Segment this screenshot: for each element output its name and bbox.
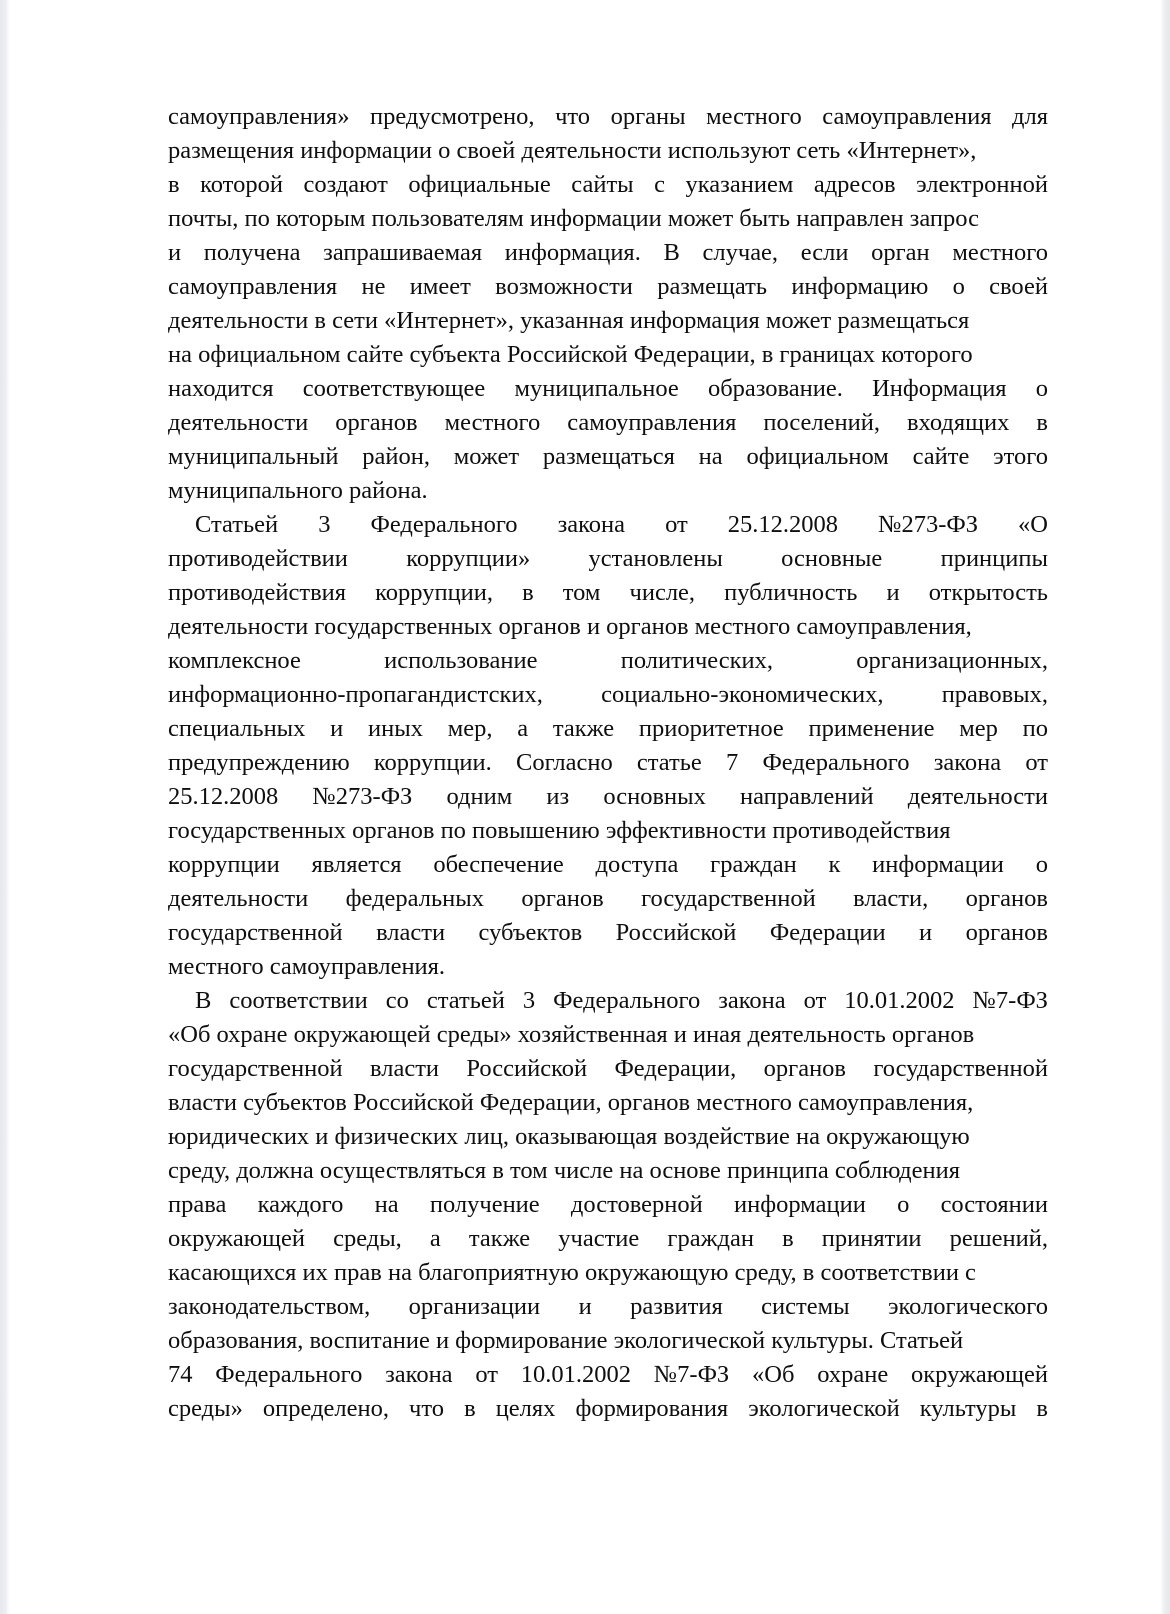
document-text-column <box>168 100 1048 1426</box>
word: о <box>1035 375 1048 402</box>
word: противодействии <box>168 545 348 572</box>
word: субъектов <box>478 919 583 946</box>
word: информацию <box>791 273 929 300</box>
word: Статьей <box>195 511 279 538</box>
word: каждого <box>257 1191 344 1218</box>
word: государственной <box>873 1055 1048 1082</box>
document-page <box>10 0 1160 1614</box>
word: основных <box>603 783 706 810</box>
text-line <box>168 168 1048 202</box>
word: приоритетное <box>638 715 784 742</box>
word: а <box>429 1225 441 1252</box>
word: власти, <box>853 885 929 912</box>
word: обеспечение <box>433 851 564 878</box>
word: установлены <box>588 545 723 572</box>
word: муниципальный <box>168 443 339 470</box>
text-line <box>168 474 1048 508</box>
word: №273-ФЗ <box>312 783 413 810</box>
word: не <box>361 273 386 300</box>
text-line <box>168 916 1048 950</box>
word: В <box>663 239 680 266</box>
word: комплексное <box>168 647 301 674</box>
text-line <box>168 1188 1048 1222</box>
word: коррупции <box>168 851 280 878</box>
word: организации <box>408 1293 541 1320</box>
word: органов <box>521 885 604 912</box>
word: закона <box>718 987 786 1014</box>
word: самоуправления <box>168 273 338 300</box>
word: и <box>330 715 344 742</box>
paragraph <box>168 508 1048 984</box>
word: государственной <box>168 1055 343 1082</box>
word: решений, <box>949 1225 1048 1252</box>
word: организационных, <box>856 647 1048 674</box>
page-edge-shadow-left <box>0 0 10 1614</box>
word: от <box>665 511 688 538</box>
word: если <box>800 239 849 266</box>
word: адресов <box>813 171 896 198</box>
word: деятельности в сети «Интернет», указанная информация может размещаться <box>168 307 970 334</box>
word: №273-ФЗ <box>878 511 978 538</box>
word: мер <box>959 715 998 742</box>
word: случае, <box>702 239 779 266</box>
word: закона <box>557 511 626 538</box>
word: в <box>782 1225 794 1252</box>
word: муниципального района. <box>168 477 428 504</box>
text-line <box>168 950 1048 984</box>
word: органов <box>965 885 1048 912</box>
word: власти субъектов Российской Федерации, органов местного самоуправления, <box>168 1089 974 1116</box>
text-line <box>168 1222 1048 1256</box>
word: сайты <box>571 171 634 198</box>
word: входящих <box>906 409 1010 436</box>
word: Федерации <box>769 919 886 946</box>
word: достоверной <box>570 1191 703 1218</box>
text-line <box>168 1086 1048 1120</box>
word: образования, воспитание и формирование экологической культуры. Статьей <box>168 1327 964 1354</box>
word: системы <box>761 1293 850 1320</box>
word: 7 <box>726 749 739 776</box>
word: окружающей <box>910 1361 1048 1388</box>
word: и <box>886 579 900 606</box>
word: «О <box>1018 511 1048 538</box>
text-line <box>168 1154 1048 1188</box>
word: от <box>1025 749 1048 776</box>
word: №7-ФЗ <box>653 1361 730 1388</box>
word: в <box>168 171 180 198</box>
word: электронной <box>916 171 1048 198</box>
word: Российской <box>615 919 737 946</box>
text-line <box>168 100 1048 134</box>
word: создают <box>303 171 388 198</box>
word: формирования <box>575 1395 729 1422</box>
word: Информация <box>872 375 1007 402</box>
word: по <box>1022 715 1048 742</box>
word: касающихся их прав на благоприятную окружающую среду, в соответствии с <box>168 1259 976 1286</box>
word: о <box>1035 851 1048 878</box>
text-line <box>168 1256 1048 1290</box>
word: также <box>552 715 615 742</box>
text-line <box>168 780 1048 814</box>
word: Федерального <box>370 511 518 538</box>
word: юридических и физических лиц, оказывающая воздействие на окружающую <box>168 1123 970 1150</box>
word: статье <box>636 749 702 776</box>
word: получена <box>203 239 301 266</box>
word: от <box>803 987 827 1014</box>
word: 3 <box>318 511 331 538</box>
word: размещаться <box>542 443 675 470</box>
word: статьей <box>426 987 505 1014</box>
word: также <box>468 1225 531 1252</box>
word: Федерального <box>553 987 701 1014</box>
word: которой <box>200 171 283 198</box>
word: к <box>828 851 841 878</box>
word: официальном <box>746 443 889 470</box>
word: одним <box>446 783 513 810</box>
word: для <box>1012 103 1048 130</box>
word: о <box>897 1191 910 1218</box>
text-line <box>168 1120 1048 1154</box>
word: определено, <box>262 1395 389 1422</box>
word: соответствии <box>229 987 368 1014</box>
word: политических, <box>620 647 774 674</box>
word: принципы <box>940 545 1048 572</box>
text-line <box>168 270 1048 304</box>
word: является <box>311 851 402 878</box>
word: 74 <box>168 1361 193 1388</box>
word: от <box>475 1361 498 1388</box>
word: район, <box>362 443 430 470</box>
word: власти <box>369 1055 440 1082</box>
text-line <box>168 338 1048 372</box>
word: открытость <box>928 579 1048 606</box>
text-line <box>168 1392 1048 1426</box>
text-line <box>168 610 1048 644</box>
text-line <box>168 1052 1048 1086</box>
word: социально-экономических, <box>601 681 884 708</box>
word: что <box>555 103 591 130</box>
word: самоуправления <box>822 103 992 130</box>
word: основные <box>781 545 883 572</box>
word: участие <box>558 1225 640 1252</box>
word: официальные <box>408 171 551 198</box>
word: 3 <box>522 987 536 1014</box>
word: федеральных <box>345 885 484 912</box>
word: органов <box>335 409 418 436</box>
word: государственной <box>168 919 343 946</box>
word: 10.01.2002 <box>520 1361 632 1388</box>
word: «Об <box>752 1361 795 1388</box>
word: граждан <box>710 851 797 878</box>
word: поселений, <box>763 409 880 436</box>
word: имеет <box>409 273 471 300</box>
word: граждан <box>667 1225 754 1252</box>
word: из <box>546 783 570 810</box>
word: размещения информации о своей деятельности используют сеть «Интернет», <box>168 137 977 164</box>
word: деятельности государственных органов и органов местного самоуправления, <box>168 613 972 640</box>
word: получение <box>429 1191 540 1218</box>
paragraph <box>168 984 1048 1426</box>
word: охране <box>817 1361 889 1388</box>
word: находится <box>168 375 274 402</box>
word: что <box>409 1395 445 1422</box>
word: использование <box>384 647 538 674</box>
word: законодательством, <box>168 1293 371 1320</box>
word: деятельности <box>168 885 309 912</box>
word: информация. <box>504 239 641 266</box>
word: указанием <box>685 171 794 198</box>
text-line <box>168 372 1048 406</box>
word: принятии <box>821 1225 922 1252</box>
word: целях <box>495 1395 556 1422</box>
word: на <box>698 443 723 470</box>
word: и <box>168 239 182 266</box>
word: Российской <box>466 1055 588 1082</box>
word: государственных органов по повышению эффективности противодействия <box>168 817 951 844</box>
paragraph <box>168 100 1048 508</box>
word: противодействия <box>168 579 347 606</box>
word: в <box>464 1395 476 1422</box>
text-line <box>168 1018 1048 1052</box>
word: органов <box>965 919 1048 946</box>
word: коррупции. <box>373 749 492 776</box>
word: местного самоуправления. <box>168 953 446 980</box>
word: местного <box>952 239 1048 266</box>
text-line <box>168 644 1048 678</box>
word: органов <box>763 1055 846 1082</box>
word: направлений <box>740 783 874 810</box>
word: может <box>453 443 520 470</box>
text-line <box>168 678 1048 712</box>
text-line <box>168 406 1048 440</box>
word: предупреждению <box>168 749 350 776</box>
text-line <box>168 984 1048 1018</box>
word: деятельности <box>168 409 309 436</box>
word: Федерального <box>762 749 910 776</box>
word: коррупции» <box>406 545 531 572</box>
text-line <box>168 236 1048 270</box>
word: в <box>1036 1395 1048 1422</box>
word: коррупции, <box>375 579 494 606</box>
word: специальных <box>168 715 306 742</box>
text-line <box>168 202 1048 236</box>
word: размещать <box>657 273 768 300</box>
word: этого <box>993 443 1048 470</box>
text-line <box>168 1324 1048 1358</box>
word: государственной <box>641 885 816 912</box>
word: мер, <box>447 715 493 742</box>
word: и <box>919 919 933 946</box>
word: с <box>654 171 665 198</box>
text-line <box>168 746 1048 780</box>
word: в <box>1036 409 1048 436</box>
word: применение <box>808 715 935 742</box>
word: информации <box>872 851 1004 878</box>
text-line <box>168 304 1048 338</box>
text-line <box>168 712 1048 746</box>
word: экологического <box>887 1293 1048 1320</box>
word: правовых, <box>941 681 1048 708</box>
word: а <box>517 715 529 742</box>
text-line <box>168 134 1048 168</box>
word: муниципальное <box>514 375 679 402</box>
text-line <box>168 508 1048 542</box>
word: том <box>562 579 601 606</box>
word: иных <box>368 715 423 742</box>
text-line <box>168 440 1048 474</box>
word: органы <box>610 103 686 130</box>
word: Согласно <box>515 749 613 776</box>
word: развития <box>630 1293 723 1320</box>
word: 25.12.2008 <box>727 511 839 538</box>
word: среду, должна осуществляться в том числе на основе принципа соблюдения <box>168 1157 960 1184</box>
word: Федерации, <box>614 1055 737 1082</box>
word: доступа <box>595 851 679 878</box>
word: права <box>168 1191 227 1218</box>
word: 25.12.2008 <box>168 783 279 810</box>
word: орган <box>871 239 930 266</box>
word: экологической <box>748 1395 900 1422</box>
text-line <box>168 1358 1048 1392</box>
word: среды» <box>168 1395 243 1422</box>
word: возможности <box>495 273 633 300</box>
word: состоянии <box>940 1191 1048 1218</box>
word: со <box>385 987 409 1014</box>
text-line <box>168 576 1048 610</box>
word: окружающей <box>168 1225 305 1252</box>
text-line <box>168 542 1048 576</box>
word: №7-ФЗ <box>972 987 1048 1014</box>
page-edge-shadow-right <box>1160 0 1170 1614</box>
word: закона <box>933 749 1002 776</box>
word: почты, по которым пользователям информации может быть направлен запрос <box>168 205 980 232</box>
word: информации <box>734 1191 866 1218</box>
word: числе, <box>629 579 696 606</box>
word: Федерального <box>215 1361 363 1388</box>
word: культуры <box>919 1395 1017 1422</box>
text-line <box>168 814 1048 848</box>
word: закона <box>385 1361 453 1388</box>
word: и <box>578 1293 592 1320</box>
word: местного <box>706 103 802 130</box>
word: соответствующее <box>302 375 486 402</box>
word: запрашиваемая <box>323 239 483 266</box>
word: самоуправления <box>567 409 737 436</box>
word: образование. <box>707 375 843 402</box>
text-line <box>168 882 1048 916</box>
word: В <box>195 987 212 1014</box>
word: в <box>522 579 534 606</box>
word: «Об охране окружающей среды» хозяйственная и иная деятельность органов <box>168 1021 975 1048</box>
word: о <box>952 273 965 300</box>
word: информационно-пропагандистских, <box>168 681 543 708</box>
word: среды, <box>333 1225 402 1252</box>
word: публичность <box>724 579 858 606</box>
word: предусмотрено, <box>369 103 535 130</box>
word: на официальном сайте субъекта Российской Федерации, в границах которого <box>168 341 973 368</box>
word: своей <box>989 273 1048 300</box>
text-line <box>168 848 1048 882</box>
word: самоуправления» <box>168 103 350 130</box>
word: на <box>374 1191 399 1218</box>
word: деятельности <box>907 783 1048 810</box>
text-line <box>168 1290 1048 1324</box>
word: местного <box>444 409 541 436</box>
word: власти <box>376 919 446 946</box>
word: сайте <box>912 443 970 470</box>
word: 10.01.2002 <box>844 987 955 1014</box>
